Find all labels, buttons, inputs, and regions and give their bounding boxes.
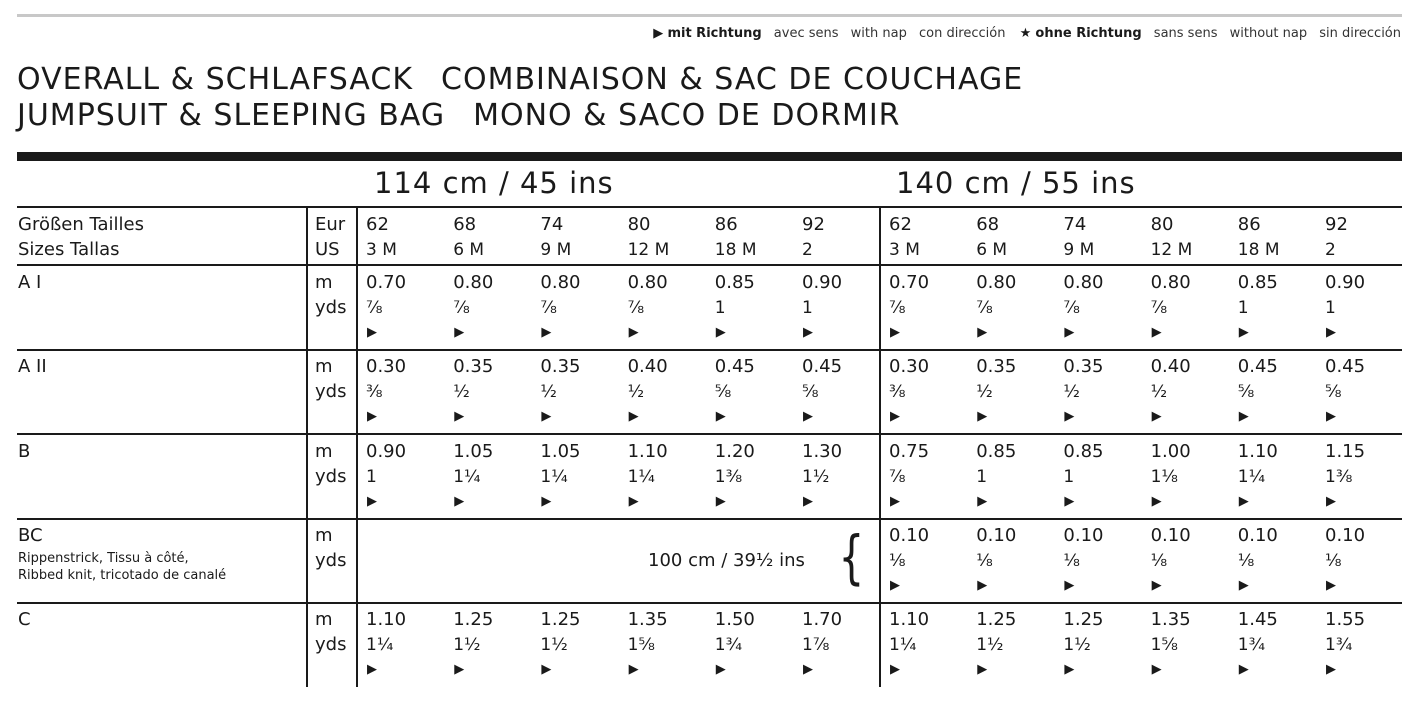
meters-value: 0.80 <box>627 272 668 293</box>
yards-value: ⅜ <box>366 382 383 402</box>
row-divider <box>17 518 1402 520</box>
meters-value: 0.45 <box>1237 356 1278 377</box>
with-nap-marker: ▶ <box>977 578 988 593</box>
row-divider <box>17 349 1402 351</box>
brace-icon: { <box>838 523 865 591</box>
yards-value: ⅞ <box>889 467 906 487</box>
yards-value: 1¼ <box>540 467 568 487</box>
yards-value: 1¼ <box>1237 467 1266 487</box>
unit-yds: yds <box>315 297 347 318</box>
yards-value: ⅞ <box>1063 298 1080 318</box>
meters-value: 1.25 <box>1063 609 1104 630</box>
size-eur: 74 <box>540 214 564 235</box>
unit-yds: yds <box>315 381 347 402</box>
with-nap-marker: ▶ <box>1064 409 1075 424</box>
title-de: OVERALL & SCHLAFSACK <box>17 62 414 97</box>
width-140-header: 140 cm / 55 ins <box>896 166 1136 200</box>
yards-value: ⅛ <box>1237 551 1255 571</box>
meters-value: 1.20 <box>714 441 755 462</box>
yards-value: 1⅞ <box>802 635 830 655</box>
meters-value: 1.70 <box>802 609 843 630</box>
with-nap-marker: ▶ <box>541 409 552 424</box>
rib-knit-note: 100 cm / 39½ ins <box>648 550 805 571</box>
with-nap-fr: avec sens <box>773 26 839 41</box>
yards-value: ⅞ <box>976 298 993 318</box>
meters-value: 0.90 <box>366 441 407 462</box>
yards-value: ⅞ <box>540 298 557 318</box>
yards-value: ½ <box>1150 382 1168 402</box>
yards-value: ⅛ <box>1150 551 1168 571</box>
meters-value: 0.70 <box>889 272 930 293</box>
yards-value: ⅞ <box>453 298 470 318</box>
size-us: 3 M <box>889 240 920 260</box>
size-us: 12 M <box>1150 240 1193 260</box>
meters-value: 1.35 <box>627 609 668 630</box>
with-nap-marker: ▶ <box>454 662 465 677</box>
with-nap-marker: ▶ <box>890 325 900 340</box>
meters-value: 1.10 <box>627 441 668 462</box>
size-eur: 86 <box>714 214 738 235</box>
meters-value: 0.10 <box>1063 525 1104 546</box>
meters-value: 0.45 <box>1325 356 1366 377</box>
yards-value: 1¼ <box>366 635 394 655</box>
size-us: 9 M <box>1063 240 1095 260</box>
yards-value: ½ <box>627 382 645 402</box>
yards-value: ⅛ <box>1063 551 1080 571</box>
with-nap-marker: ▶ <box>1238 325 1249 340</box>
meters-value: 0.70 <box>366 272 407 293</box>
with-nap-marker: ▶ <box>890 409 900 424</box>
yards-value: 1¼ <box>889 635 917 655</box>
with-nap-marker: ▶ <box>367 662 377 677</box>
meters-value: 1.30 <box>802 441 843 462</box>
size-eur: 74 <box>1063 214 1087 235</box>
with-nap-marker: ▶ <box>1064 494 1075 509</box>
yards-value: ½ <box>453 382 470 402</box>
with-nap-marker: ▶ <box>977 494 988 509</box>
meters-value: 0.85 <box>714 272 755 293</box>
meters-value: 1.35 <box>1150 609 1191 630</box>
meters-value: 1.05 <box>540 441 581 462</box>
meters-value: 0.85 <box>1237 272 1278 293</box>
yards-value: ⅞ <box>366 298 383 318</box>
unit-yds: yds <box>315 466 347 487</box>
with-nap-marker: ▶ <box>1064 578 1075 593</box>
yards-value: ½ <box>976 382 993 402</box>
meters-value: 1.55 <box>1325 609 1366 630</box>
meters-value: 0.80 <box>1150 272 1191 293</box>
with-nap-marker: ▶ <box>541 325 552 340</box>
with-nap-marker: ▶ <box>1238 578 1249 593</box>
size-us: 6 M <box>453 240 485 260</box>
with-nap-marker: ▶ <box>1151 409 1162 424</box>
meters-value: 1.45 <box>1237 609 1278 630</box>
sizes-label-line-2: Sizes Tallas <box>18 239 120 260</box>
title-line-1 <box>17 62 1023 97</box>
yards-value: 1 <box>802 298 813 318</box>
with-nap-marker: ▶ <box>1238 409 1249 424</box>
unit-m: m <box>315 272 333 293</box>
with-nap-symbol: ▶ <box>653 26 664 41</box>
yards-value: ⅝ <box>714 382 732 402</box>
without-nap-fr: sans sens <box>1153 26 1218 41</box>
row-divider <box>17 206 1402 208</box>
with-nap-marker: ▶ <box>1238 662 1249 677</box>
title-line-2 <box>17 98 901 133</box>
meters-value: 0.75 <box>889 441 930 462</box>
width-114-header: 114 cm / 45 ins <box>374 166 614 200</box>
row-divider <box>17 433 1402 435</box>
unit-m: m <box>315 441 333 462</box>
meters-value: 0.35 <box>1063 356 1104 377</box>
meters-value: 0.10 <box>889 525 930 546</box>
yards-value: ⅞ <box>1150 298 1168 318</box>
without-nap-de: ohne Richtung <box>1035 26 1142 41</box>
meters-value: 0.35 <box>540 356 581 377</box>
with-nap-marker: ▶ <box>977 409 988 424</box>
size-us: 6 M <box>976 240 1008 260</box>
meters-value: 1.00 <box>1150 441 1191 462</box>
meters-value: 0.90 <box>1325 272 1366 293</box>
yards-value: 1 <box>1063 467 1075 487</box>
meters-value: 0.80 <box>976 272 1017 293</box>
with-nap-marker: ▶ <box>1238 494 1249 509</box>
meters-value: 0.10 <box>1325 525 1366 546</box>
with-nap-marker: ▶ <box>715 409 726 424</box>
yards-value: 1⅜ <box>1325 467 1353 487</box>
label-divider <box>306 207 308 687</box>
title-es: MONO & SACO DE DORMIR <box>473 98 901 133</box>
without-nap-en: without nap <box>1229 26 1308 41</box>
size-us: 2 <box>802 240 813 260</box>
meters-value: 1.25 <box>540 609 581 630</box>
unit-yds: yds <box>315 634 347 655</box>
meters-value: 0.40 <box>1150 356 1191 377</box>
with-nap-marker: ▶ <box>803 409 813 424</box>
meters-value: 1.25 <box>453 609 494 630</box>
size-eur: 86 <box>1237 214 1261 235</box>
with-nap-marker: ▶ <box>803 494 813 509</box>
meters-value: 1.10 <box>366 609 407 630</box>
row-note: Ribbed knit, tricotado de canalé <box>18 568 227 583</box>
meters-value: 0.30 <box>889 356 930 377</box>
yards-value: ⅝ <box>1325 382 1342 402</box>
header-thick-rule <box>17 152 1402 161</box>
without-nap-es: sin dirección <box>1319 26 1401 41</box>
unit-yds: yds <box>315 550 347 571</box>
size-eur: 80 <box>1150 214 1174 235</box>
unit-m: m <box>315 609 333 630</box>
meters-value: 0.80 <box>1063 272 1104 293</box>
yards-value: 1¾ <box>1325 635 1353 655</box>
with-nap-marker: ▶ <box>715 325 726 340</box>
with-nap-marker: ▶ <box>890 494 900 509</box>
size-us: 12 M <box>627 240 670 260</box>
yards-value: 1¾ <box>714 635 743 655</box>
row-divider <box>17 264 1402 266</box>
meters-value: 0.45 <box>714 356 755 377</box>
with-nap-marker: ▶ <box>977 662 988 677</box>
yards-value: 1½ <box>540 635 568 655</box>
with-nap-marker: ▶ <box>803 325 813 340</box>
eur-label: Eur <box>315 214 346 235</box>
yards-value: ⅝ <box>1237 382 1255 402</box>
with-nap-de: mit Richtung <box>667 26 762 41</box>
with-nap-marker: ▶ <box>1064 662 1075 677</box>
row-label: A I <box>18 272 42 293</box>
with-nap-marker: ▶ <box>1151 494 1162 509</box>
yards-value: ⅜ <box>889 382 906 402</box>
sizes-label-line-1: Größen Tailles <box>18 214 145 235</box>
meters-value: 0.85 <box>976 441 1017 462</box>
size-eur: 92 <box>802 214 825 235</box>
yards-value: ⅛ <box>889 551 906 571</box>
yards-value: 1⅛ <box>1150 467 1178 487</box>
meters-value: 1.25 <box>976 609 1017 630</box>
width-divider <box>879 207 881 687</box>
yards-value: 1½ <box>1063 635 1091 655</box>
with-nap-marker: ▶ <box>454 325 465 340</box>
meters-value: 0.10 <box>976 525 1017 546</box>
with-nap-marker: ▶ <box>1326 578 1336 593</box>
with-nap-marker: ▶ <box>541 662 552 677</box>
yards-value: 1 <box>714 298 726 318</box>
yards-value: 1¾ <box>1237 635 1266 655</box>
yards-value: 1¼ <box>627 467 655 487</box>
without-nap-symbol: ★ <box>1019 26 1032 41</box>
yards-value: ⅞ <box>627 298 645 318</box>
size-eur: 80 <box>627 214 651 235</box>
with-nap-marker: ▶ <box>1151 325 1162 340</box>
yards-value: ⅛ <box>976 551 993 571</box>
with-nap-marker: ▶ <box>628 494 639 509</box>
size-us: 2 <box>1325 240 1336 260</box>
yards-value: 1¼ <box>453 467 481 487</box>
meters-value: 1.50 <box>714 609 755 630</box>
meters-value: 0.30 <box>366 356 407 377</box>
with-nap-marker: ▶ <box>1326 409 1336 424</box>
meters-value: 0.35 <box>976 356 1017 377</box>
meters-value: 0.35 <box>453 356 494 377</box>
with-nap-marker: ▶ <box>367 325 377 340</box>
meters-value: 1.15 <box>1325 441 1366 462</box>
title-en: JUMPSUIT & SLEEPING BAG <box>17 98 446 133</box>
meters-value: 0.45 <box>802 356 843 377</box>
with-nap-marker: ▶ <box>628 662 639 677</box>
unit-m: m <box>315 525 333 546</box>
yards-value: 1⅝ <box>1150 635 1178 655</box>
with-nap-marker: ▶ <box>1064 325 1075 340</box>
row-label: C <box>18 609 31 630</box>
meters-value: 1.10 <box>889 609 930 630</box>
unit-divider <box>356 207 358 687</box>
with-nap-marker: ▶ <box>541 494 552 509</box>
with-nap-marker: ▶ <box>803 662 813 677</box>
top-rule <box>17 14 1402 17</box>
meters-value: 1.05 <box>453 441 494 462</box>
row-label: B <box>18 441 31 462</box>
title-fr: COMBINAISON & SAC DE COUCHAGE <box>441 62 1024 97</box>
size-us: 9 M <box>540 240 572 260</box>
with-nap-marker: ▶ <box>1326 325 1336 340</box>
with-nap-marker: ▶ <box>628 325 639 340</box>
meters-value: 0.90 <box>802 272 843 293</box>
meters-value: 0.85 <box>1063 441 1104 462</box>
yards-value: ⅞ <box>889 298 906 318</box>
meters-value: 0.80 <box>540 272 581 293</box>
size-us: 18 M <box>714 240 757 260</box>
with-nap-marker: ▶ <box>367 494 377 509</box>
size-us: 3 M <box>366 240 397 260</box>
unit-m: m <box>315 356 333 377</box>
with-nap-marker: ▶ <box>454 494 465 509</box>
with-nap-marker: ▶ <box>715 494 726 509</box>
size-us: 18 M <box>1237 240 1280 260</box>
with-nap-en: with nap <box>850 26 907 41</box>
size-eur: 92 <box>1325 214 1348 235</box>
with-nap-marker: ▶ <box>977 325 988 340</box>
with-nap-marker: ▶ <box>1151 662 1162 677</box>
with-nap-marker: ▶ <box>367 409 377 424</box>
with-nap-marker: ▶ <box>715 662 726 677</box>
with-nap-marker: ▶ <box>890 662 900 677</box>
yards-value: 1 <box>1237 298 1249 318</box>
yards-value: 1½ <box>802 467 830 487</box>
with-nap-marker: ▶ <box>628 409 639 424</box>
size-eur: 62 <box>889 214 912 235</box>
yards-value: ½ <box>1063 382 1080 402</box>
yards-value: 1⅝ <box>627 635 655 655</box>
with-nap-marker: ▶ <box>1326 494 1336 509</box>
size-eur: 62 <box>366 214 389 235</box>
with-nap-es: con dirección <box>918 26 1006 41</box>
row-note: Rippenstrick, Tissu à côté, <box>18 551 189 566</box>
yards-value: ½ <box>540 382 557 402</box>
yards-value: ⅝ <box>802 382 819 402</box>
yards-value: 1½ <box>976 635 1004 655</box>
meters-value: 1.10 <box>1237 441 1278 462</box>
us-label: US <box>315 239 340 260</box>
meters-value: 0.40 <box>627 356 668 377</box>
nap-legend <box>653 26 1401 41</box>
meters-value: 0.80 <box>453 272 494 293</box>
yards-value: 1½ <box>453 635 481 655</box>
meters-value: 0.10 <box>1237 525 1278 546</box>
row-label: A II <box>18 356 47 377</box>
yards-value: ⅛ <box>1325 551 1342 571</box>
yards-value: 1 <box>366 467 377 487</box>
with-nap-marker: ▶ <box>454 409 465 424</box>
size-eur: 68 <box>453 214 477 235</box>
with-nap-marker: ▶ <box>1151 578 1162 593</box>
with-nap-marker: ▶ <box>890 578 900 593</box>
yards-value: 1⅜ <box>714 467 743 487</box>
yards-value: 1 <box>976 467 988 487</box>
yards-value: 1 <box>1325 298 1336 318</box>
row-divider <box>17 602 1402 604</box>
size-eur: 68 <box>976 214 1000 235</box>
with-nap-marker: ▶ <box>1326 662 1336 677</box>
row-label: BC <box>18 525 43 546</box>
meters-value: 0.10 <box>1150 525 1191 546</box>
